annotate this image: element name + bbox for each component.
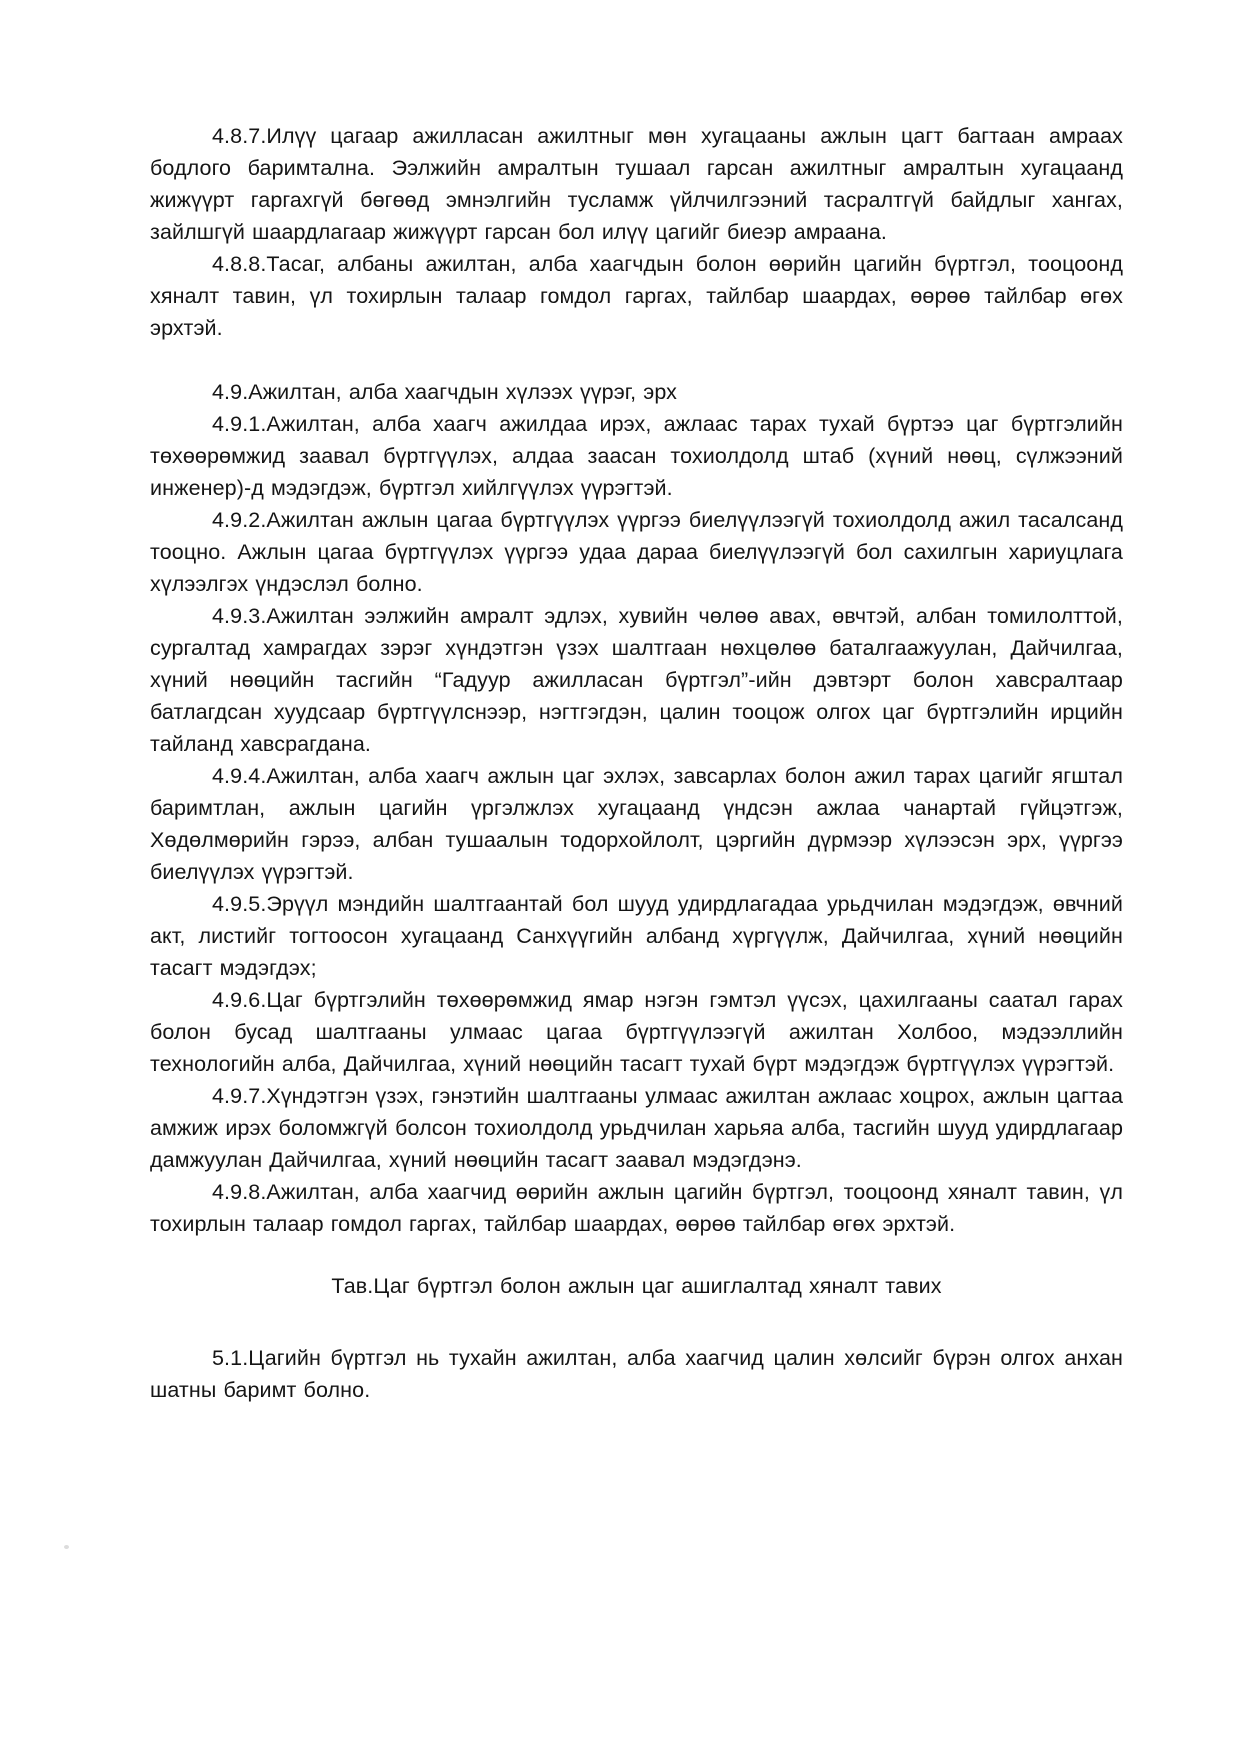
paragraph-4-9-8: 4.9.8.Ажилтан, алба хаагчид өөрийн ажлын цагийн бүртгэл, тооцоонд хяналт тавин, үл тохирлын талаар гомдол гаргах, тайлбар шаардах, өөрөө тайлбар өгөх эрхтэй.: [150, 1180, 1123, 1236]
paragraph-5-1: 5.1.Цагийн бүртгэл нь тухайн ажилтан, алба хаагчид цалин хөлсийг бүрэн олгох анхан шатны баримт болно.: [150, 1346, 1123, 1402]
paragraph-4-9-7: 4.9.7.Хүндэтгэн үзэх, гэнэтийн шалтгааны улмаас ажилтан ажлаас хоцрох, ажлын цагтаа амжиж ирэх боломжгүй болсон тохиолдолд урьдчилан харьяа алба, тасгийн шууд удирдлагаар дамжуулан Дайчилгаа, хүний нөөцийн тасагт заавал мэдэгдэнэ.: [150, 1084, 1123, 1172]
paragraph-4-8-8: 4.8.8.Тасаг, албаны ажилтан, алба хаагчдын болон өөрийн цагийн бүртгэл, тооцоонд хяналт тавин, үл тохирлын талаар гомдол гаргах, тайлбар шаардах, өөрөө тайлбар өгөх эрхтэй.: [150, 252, 1123, 340]
paragraph-4-9-2: 4.9.2.Ажилтан ажлын цагаа бүртгүүлэх үүргээ биелүүлээгүй тохиолдолд ажил тасалсанд тооцно. Ажлын цагаа бүртгүүлэх үүргээ удаа дараа биелүүлээгүй бол сахилгын хариуцлага хүлээлгэх үндэслэл болно.: [150, 508, 1123, 596]
paragraph-4-9-1: 4.9.1.Ажилтан, алба хаагч ажилдаа ирэх, ажлаас тарах тухай бүртээ цаг бүртгэлийн төхөөрөмжид заавал бүртгүүлэх, алдаа заасан тохиолдолд штаб (хүний нөөц, сүлжээний инженер)-д мэдэгдэж, бүртгэл хийлгүүлэх үүрэгтэй.: [150, 412, 1123, 500]
paragraph-4-9-6: 4.9.6.Цаг бүртгэлийн төхөөрөмжид ямар нэгэн гэмтэл үүсэх, цахилгааны саатал гарах болон бусад шалтгааны улмаас цагаа бүртгүүлээгүй ажилтан Холбоо, мэдээллийн технологийн алба, Дайчилгаа, хүний нөөцийн тасагт тухай бүрт мэдэгдэж бүртгүүлэх үүрэгтэй.: [150, 988, 1123, 1076]
scan-speck: [64, 1545, 69, 1549]
chapter-heading-tav: Тав.Цаг бүртгэл болон ажлын цаг ашиглалтад хяналт тавих: [331, 1274, 942, 1298]
paragraph-4-8-7: 4.8.7.Илүү цагаар ажилласан ажилтныг мөн хугацааны ажлын цагт багтаан амраах бодлого баримтална. Ээлжийн амралтын тушаал гарсан ажилтныг амралтын хугацаанд жижүүрт гаргахгүй бөгөөд эмнэлгийн тусламж үйлчилгээний тасралтгүй байдлыг хангах, зайлшгүй шаардлагаар жижүүрт гарсан бол илүү цагийг биеэр амраана.: [150, 124, 1123, 244]
section-heading-4-9: 4.9.Ажилтан, алба хаагчдын хүлээх үүрэг, эрх: [212, 380, 677, 404]
document-body: [150, 120, 1123, 1406]
paragraph-4-9-3: 4.9.3.Ажилтан ээлжийн амралт эдлэх, хувийн чөлөө авах, өвчтэй, албан томилолттой, сургалтад хамрагдах зэрэг хүндэтгэн үзэх шалтгаан нөхцөлөө баталгаажуулан, Дайчилгаа, хүний нөөцийн тасгийн “Гадуур ажилласан бүртгэл”-ийн дэвтэрт болон хавсралтаар батлагдсан хуудсаар бүртгүүлснээр, нэгтгэгдэн, цалин тооцож олгох цаг бүртгэлийн ирцийн тайланд хавсрагдана.: [150, 604, 1123, 756]
paragraph-4-9-4: 4.9.4.Ажилтан, алба хаагч ажлын цаг эхлэх, завсарлах болон ажил тарах цагийг ягштал баримтлан, ажлын цагийн үргэлжлэх хугацаанд үндсэн ажлаа чанартай гүйцэтгэж, Хөдөлмөрийн гэрээ, албан тушаалын тодорхойлолт, цэргийн дүрмээр хүлээсэн эрх, үүргээ биелүүлэх үүрэгтэй.: [150, 764, 1123, 884]
paragraph-4-9-5: 4.9.5.Эрүүл мэндийн шалтгаантай бол шууд удирдлагадаа урьдчилан мэдэгдэж, өвчний акт, листийг тогтоосон хугацаанд Санхүүгийн албанд хүргүүлж, Дайчилгаа, хүний нөөцийн тасагт мэдэгдэх;: [150, 892, 1123, 980]
